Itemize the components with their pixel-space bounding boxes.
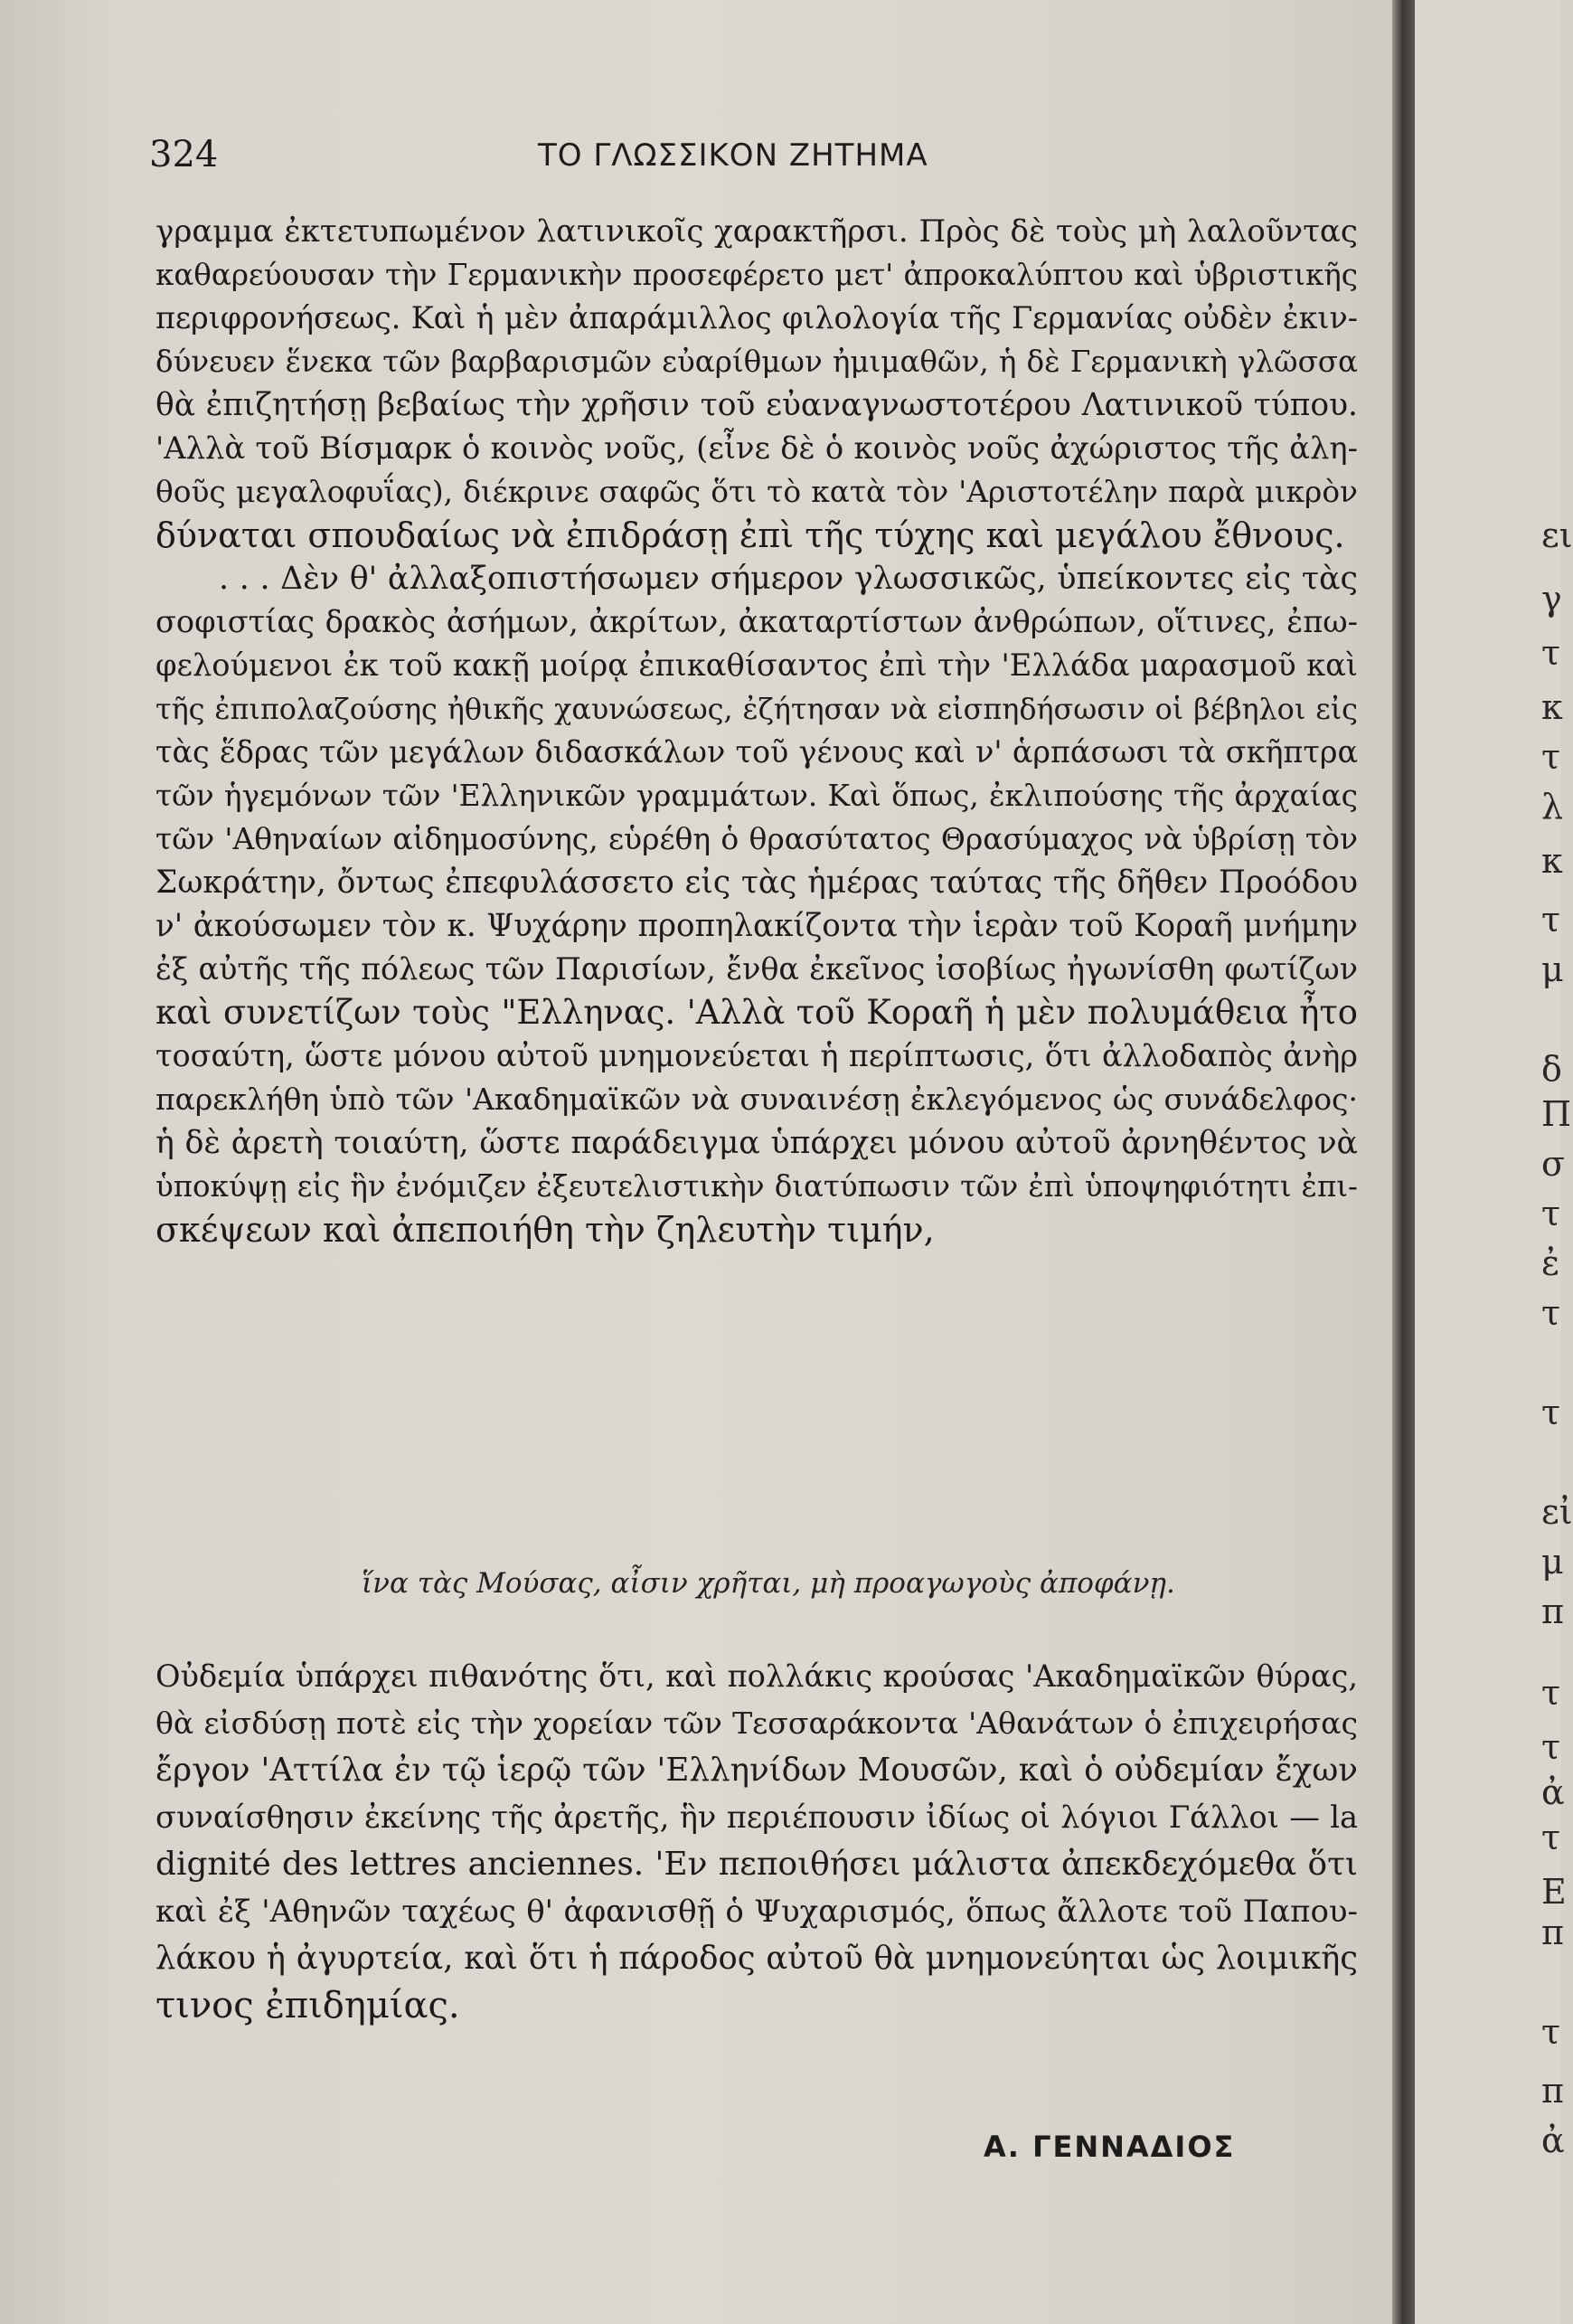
verse-quote: ἵνα τὰς Μούσας, αἶσιν χρῆται, μὴ προαγωγοὺς ἀποφάνῃ.	[362, 1567, 1175, 1600]
next-page-fragment: τ	[1541, 900, 1561, 940]
next-page-fragment: τ	[1541, 737, 1561, 777]
text-line: γραμμα ἐκτετυπωμένον λατινικοῖς χαρακτῆρσι. Πρὸς δὲ τοὺς μὴ λαλοῦντας	[155, 213, 1358, 250]
paragraph-3	[155, 1653, 1358, 2029]
text-line: σοφιστίας δρακὸς ἀσήμων, ἀκρίτων, ἀκαταρτίστων ἀνθρώπων, οἵτινες, ἐπω-	[155, 604, 1358, 639]
text-line: ν' ἀκούσωμεν τὸν κ. Ψυχάρην προπηλακίζοντα τὴν ἱερὰν τοῦ Κοραῆ μνήμην	[155, 908, 1358, 944]
next-page-fragment: τ	[1541, 1673, 1561, 1713]
text-line: καθαρεύουσαν τὴν Γερμανικὴν προσεφέρετο μετ' ἀπροκαλύπτου καὶ ὑβριστικῆς	[155, 258, 1358, 292]
body-text	[155, 210, 1358, 1252]
next-page-fragment: Ε	[1541, 1872, 1567, 1912]
text-line: φελούμενοι ἐκ τοῦ κακῇ μοίρᾳ ἐπικαθίσαντος ἐπὶ τὴν 'Ελλάδα μαρασμοῦ καὶ	[155, 647, 1358, 683]
text-line: θὰ ἐπιζητήσῃ βεβαίως τὴν χρῆσιν τοῦ εὐαναγνωστοτέρου Λατινικοῦ τύπου.	[155, 387, 1358, 423]
text-line: ἐξ αὐτῆς τῆς πόλεως τῶν Παρισίων, ἔνθα ἐκεῖνος ἰσοβίως ἠγωνίσθη φωτίζων	[155, 951, 1358, 987]
next-page-fragment: ἀ	[1541, 2121, 1565, 2160]
text-line: παρεκλήθη ὑπὸ τῶν 'Ακαδημαϊκῶν νὰ συναινέσῃ ἐκλεγόμενος ὡς συνάδελφος·	[155, 1082, 1358, 1117]
next-page-fragment: τ	[1541, 2012, 1561, 2052]
text-line: Οὐδεμία ὑπάρχει πιθανότης ὅτι, καὶ πολλάκις κρούσας 'Ακαδημαϊκῶν θύρας,	[155, 1658, 1358, 1694]
text-line: 'Αλλὰ τοῦ Βίσμαρκ ὁ κοινὸς νοῦς, (εἶνε δὲ ὁ κοινὸς νοῦς ἀχώριστος τῆς ἀλη-	[155, 430, 1358, 466]
text-line: δύναται σπουδαίως νὰ ἐπιδράσῃ ἐπὶ τῆς τύχης καὶ μεγάλου ἔθνους.	[155, 515, 1345, 555]
text-line: τῆς ἐπιπολαζούσης ἠθικῆς χαυνώσεως, ἐζήτησαν νὰ εἰσπηδήσωσιν οἱ βέβηλοι εἰς	[155, 692, 1358, 726]
next-page-fragment: μ	[1541, 1542, 1564, 1582]
next-page-fragment: σ	[1541, 1144, 1565, 1184]
text-line: θὰ εἰσδύσῃ ποτὲ εἰς τὴν χορείαν τῶν Τεσσαράκοντα 'Αθανάτων ὁ ἐπιχειρήσας	[155, 1705, 1358, 1741]
next-page-fragment: τ	[1541, 633, 1561, 673]
paragraph-2	[155, 557, 1358, 1252]
next-page-fragment: δ	[1541, 1049, 1562, 1089]
text-line: τῶν ἡγεμόνων τῶν 'Ελληνικῶν γραμμάτων. Καὶ ὅπως, ἐκλιπούσης τῆς ἀρχαίας	[155, 779, 1358, 813]
text-line: καὶ ἐξ 'Αθηνῶν ταχέως θ' ἀφανισθῇ ὁ Ψυχαρισμός, ὅπως ἄλλοτε τοῦ Παπου-	[155, 1894, 1358, 1930]
text-line: dignité des lettres anciennes. 'Εν πεποιθήσει μάλιστα ἀπεκδεχόμεθα ὅτι	[155, 1846, 1358, 1883]
text-line: δύνευεν ἕνεκα τῶν βαρβαρισμῶν εὐαρίθμων ἠμιμαθῶν, ἡ δὲ Γερμανικὴ γλῶσσα	[155, 345, 1358, 379]
text-line: τινος ἐπιδημίας.	[155, 1985, 460, 2026]
text-line: σκέψεων καὶ ἀπεποιήθη τὴν ζηλευτὴν τιμήν,	[155, 1210, 935, 1250]
next-page-fragment: γ	[1541, 579, 1562, 619]
text-line: λάκου ἡ ἀγυρτεία, καὶ ὅτι ἡ πάροδος αὐτοῦ θὰ μνημονεύηται ὡς λοιμικῆς	[155, 1940, 1358, 1977]
text-line: τῶν 'Αθηναίων αἰδημοσύνης, εὑρέθη ὁ θρασύτατος Θρασύμαχος νὰ ὑβρίσῃ τὸν	[155, 821, 1358, 856]
paragraph-1	[155, 210, 1358, 557]
book-gutter	[1392, 0, 1415, 2324]
next-page-fragment: λ	[1541, 787, 1564, 827]
next-page-fragment: εἰ	[1541, 1492, 1573, 1532]
author-signature: Α. ΓΕΝΝΑΔΙΟΣ	[984, 2130, 1236, 2164]
text-line: τὰς ἕδρας τῶν μεγάλων διδασκάλων τοῦ γένους καὶ ν' ἁρπάσωσι τὰ σκῆπτρα	[155, 734, 1358, 770]
text-line: θοῦς μεγαλοφυΐας), διέκρινε σαφῶς ὅτι τὸ κατὰ τὸν 'Αριστοτέλην παρὰ μικρὸν	[155, 475, 1358, 509]
next-page-fragment: κ	[1541, 841, 1563, 881]
next-page-fragment: κ	[1541, 687, 1563, 727]
next-page-fragment: π	[1541, 1592, 1564, 1631]
text-line: Σωκράτην, ὄντως ἐπεφυλάσσετο εἰς τὰς ἡμέρας ταύτας τῆς δῆθεν Προόδου	[155, 864, 1358, 901]
next-page-fragment: π	[1541, 2071, 1564, 2111]
text-line: . . . Δὲν θ' ἀλλαξοπιστήσωμεν σήμερον γλωσσικῶς, ὑπείκοντες εἰς τὰς	[219, 561, 1358, 597]
next-page-edge	[1415, 0, 1573, 2324]
text-line: καὶ συνετίζων τοὺς "Ελληνας. 'Αλλὰ τοῦ Κοραῆ ἡ μὲν πολυμάθεια ἦτο	[155, 993, 1358, 1032]
next-page-fragment: π	[1541, 1913, 1564, 1952]
next-page-fragment: τ	[1541, 1194, 1561, 1233]
next-page-fragment: τ	[1541, 1393, 1561, 1432]
next-page-fragment: Π	[1541, 1094, 1572, 1134]
page-header	[149, 134, 1379, 179]
next-page-fragment: μ	[1541, 949, 1564, 989]
next-page-fragment: τ	[1541, 1727, 1561, 1767]
text-line: συναίσθησιν ἐκείνης τῆς ἀρετῆς, ἣν περιέπουσιν ἰδίως οἱ λόγιοι Γάλλοι — la	[155, 1800, 1358, 1835]
next-page-fragment: τ	[1541, 1293, 1561, 1333]
text-line: ὑποκύψῃ εἰς ἣν ἐνόμιζεν ἐξευτελιστικὴν διατύπωσιν τῶν ἐπὶ ὑποψηφιότητι ἐπι-	[155, 1169, 1358, 1204]
page-number: 324	[149, 134, 219, 175]
running-title: ΤΟ ΓΛΩΣΣΙΚΟΝ ΖΗΤΗΜΑ	[538, 137, 928, 174]
text-line: τοσαύτη, ὥστε μόνου αὐτοῦ μνημονεύεται ἡ περίπτωσις, ὅτι ἀλλοδαπὸς ἀνὴρ	[155, 1038, 1358, 1073]
next-page-fragment: τ	[1541, 1818, 1561, 1857]
text-line: ἔργον 'Αττίλα ἐν τῷ ἱερῷ τῶν 'Ελληνίδων Μουσῶν, καὶ ὁ οὐδεμίαν ἔχων	[155, 1752, 1358, 1789]
next-page-fragment: ει	[1541, 515, 1573, 555]
next-page-fragment: ἀ	[1541, 1772, 1565, 1812]
text-line: περιφρονήσεως. Καὶ ἡ μὲν ἀπαράμιλλος φιλολογία τῆς Γερμανίας οὐδὲν ἐκιν-	[155, 300, 1358, 335]
text-line: ἡ δὲ ἀρετὴ τοιαύτη, ὥστε παράδειγμα ὑπάρχει μόνου αὐτοῦ ἀρνηθέντος νὰ	[155, 1125, 1358, 1161]
next-page-fragment: ἐ	[1541, 1243, 1560, 1283]
